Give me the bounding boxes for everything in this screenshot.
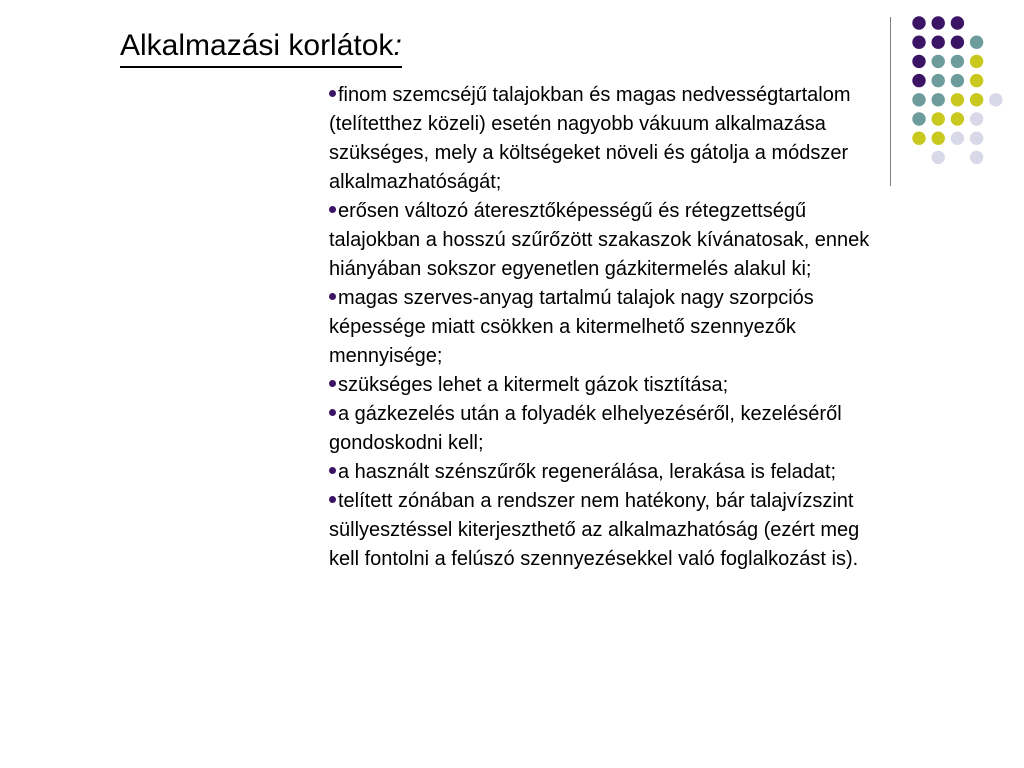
decorative-dot (932, 74, 945, 87)
bullet-item (329, 400, 879, 458)
bullet-text: magas szerves-anyag tartalmú talajok nagy szorpciós képessége miatt csökken a kitermelhető szennyezők mennyisége; (329, 287, 814, 367)
bullet-text: a használt szénszűrők regenerálása, lerakása is feladat; (338, 461, 837, 483)
decorative-dot (932, 36, 945, 49)
decorative-dot (970, 132, 983, 145)
decorative-dot (932, 112, 945, 125)
bullet-text: finom szemcséjű talajokban és magas nedvességtartalom (telítetthez közeli) esetén nagyobb vákuum alkalmazása szükséges, mely a költségeket növeli és gátolja a módszer alkalmazhatóságát; (329, 84, 851, 193)
decorative-dot (912, 93, 925, 106)
decorative-dot (951, 74, 964, 87)
bullet-dot-icon (329, 467, 336, 474)
bullet-item (329, 284, 879, 371)
decorative-dot (932, 132, 945, 145)
decorative-dot (932, 16, 945, 29)
decorative-dot (932, 151, 945, 164)
decorative-dot (951, 55, 964, 68)
vertical-divider (890, 17, 891, 186)
decorative-dot (970, 36, 983, 49)
bullet-item (329, 81, 879, 197)
decorative-dot (912, 132, 925, 145)
decorative-dot (912, 74, 925, 87)
bullet-text: szükséges lehet a kitermelt gázok tisztítása; (338, 374, 729, 396)
decorative-dot (970, 151, 983, 164)
decorative-dot (951, 132, 964, 145)
bullet-dot-icon (329, 409, 336, 416)
decorative-dot (912, 16, 925, 29)
bullet-dot-icon (329, 380, 336, 387)
decorative-dot (970, 55, 983, 68)
bullet-item (329, 371, 879, 400)
decorative-dot (951, 93, 964, 106)
bullet-text: erősen változó áteresztőképességű és rétegzettségű talajokban a hosszú szűrőzött szakaszok kívánatosak, ennek hiányában sokszor egyenetlen gázkitermelés alakul ki; (329, 200, 870, 280)
bullet-dot-icon (329, 496, 336, 503)
decorative-dot (951, 112, 964, 125)
bullet-list (329, 81, 879, 574)
decorative-dot (951, 36, 964, 49)
bullet-item (329, 458, 879, 487)
decorative-dot (970, 112, 983, 125)
bullet-item (329, 487, 879, 574)
bullet-dot-icon (329, 90, 336, 97)
decorative-dot (932, 55, 945, 68)
slide-title-colon: : (393, 29, 402, 62)
decorative-dot (912, 112, 925, 125)
decorative-dot (912, 55, 925, 68)
bullet-text: telített zónában a rendszer nem hatékony, bár talajvízszint süllyesztéssel kiterjeszthető az alkalmazhatóság (ezért meg kell fontolni a felúszó szennyezésekkel való foglalkozást is). (329, 490, 860, 570)
slide-title (120, 26, 402, 68)
decorative-dot (970, 93, 983, 106)
decorative-dot (951, 16, 964, 29)
bullet-text: a gázkezelés után a folyadék elhelyezéséről, kezeléséről gondoskodni kell; (329, 403, 842, 454)
decorative-dot (970, 74, 983, 87)
decorative-dot (912, 36, 925, 49)
bullet-dot-icon (329, 206, 336, 213)
slide-title-text: Alkalmazási korlátok (120, 29, 394, 62)
decorative-dot (989, 93, 1002, 106)
decorative-dot (932, 93, 945, 106)
bullet-item (329, 197, 879, 284)
bullet-dot-icon (329, 293, 336, 300)
